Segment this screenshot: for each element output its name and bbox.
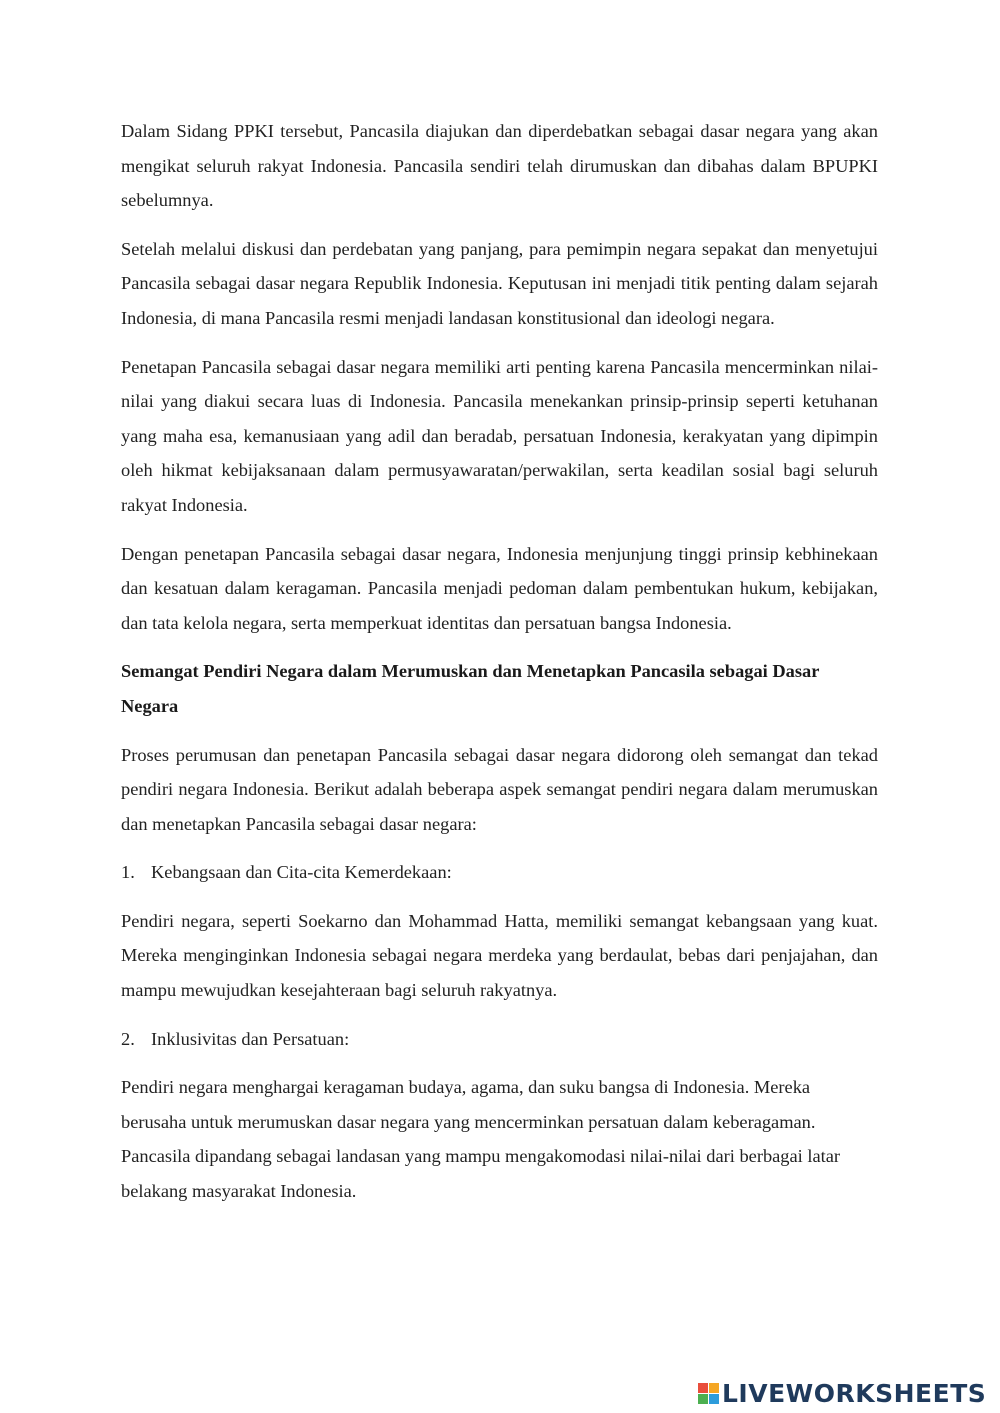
list-title: Kebangsaan dan Cita-cita Kemerdekaan: <box>151 862 452 883</box>
list-number: 1. <box>121 862 135 883</box>
list-item-2-body: Pendiri negara menghargai keragaman budaya, agama, dan suku bangsa di Indonesia. Mereka berusaha untuk merumuskan dasar negara yang mencerminkan persatuan dalam keberagaman. Pancasila dipandang sebagai landasan yang mampu mengakomodasi nilai-nilai dari berbagai latar belakang masyarakat Indonesia. <box>121 1077 841 1202</box>
logo-tile-red <box>698 1383 708 1393</box>
logo-text: LIVEWORKSHEETS <box>722 1378 987 1408</box>
list-item-2 <box>121 1022 878 1057</box>
liveworksheets-logo-icon <box>698 1383 719 1404</box>
section-intro: Proses perumusan dan penetapan Pancasila sebagai dasar negara didorong oleh semangat dan tekad pendiri negara Indonesia. Berikut adalah beberapa aspek semangat pendiri negara dalam merumuskan dan menetapkan Pancasila sebagai dasar negara: <box>121 744 878 834</box>
list-item-1-body: Pendiri negara, seperti Soekarno dan Mohammad Hatta, memiliki semangat kebangsaan yang kuat. Mereka menginginkan Indonesia sebagai negara merdeka yang berdaulat, bebas dari penjajahan, dan mampu mewujudkan kesejahteraan bagi seluruh rakyatnya. <box>121 910 878 1001</box>
logo-tile-orange <box>709 1383 719 1393</box>
list-item-1 <box>121 855 878 890</box>
logo-tile-green <box>698 1394 708 1404</box>
list-title: Inklusivitas dan Persatuan: <box>151 1028 350 1049</box>
document-body <box>121 114 878 1223</box>
paragraph-penetapan: Penetapan Pancasila sebagai dasar negara memiliki arti penting karena Pancasila mencerminkan nilai-nilai yang diakui secara luas di Indonesia. Pancasila menekankan prinsip-prinsip seperti ketuhanan yang maha esa, kemanusiaan yang adil dan beradab, persatuan Indonesia, kerakyatan yang dipimpin oleh hikmat kebijaksanaan dalam permusyawaratan/perwakilan, serta keadilan sosial bagi seluruh rakyat Indonesia. <box>121 356 878 515</box>
logo-tile-blue <box>709 1394 719 1404</box>
section-heading: Semangat Pendiri Negara dalam Merumuskan dan Menetapkan Pancasila sebagai Dasar Negara <box>121 661 820 716</box>
liveworksheets-logo <box>698 1378 986 1408</box>
paragraph-persetujuan: Setelah melalui diskusi dan perdebatan yang panjang, para pemimpin negara sepakat dan menyetujui Pancasila sebagai dasar negara Republik Indonesia. Keputusan ini menjadi titik penting dalam sejarah Indonesia, di mana Pancasila resmi menjadi landasan konstitusional dan ideologi negara. <box>121 238 878 328</box>
list-number: 2. <box>121 1028 135 1049</box>
paragraph-sidang-ppki: Dalam Sidang PPKI tersebut, Pancasila diajukan dan diperdebatkan sebagai dasar negara yang akan mengikat seluruh rakyat Indonesia. Pancasila sendiri telah dirumuskan dan dibahas dalam BPUPKI sebelumnya. <box>121 121 878 211</box>
paragraph-kebhinekaan: Dengan penetapan Pancasila sebagai dasar negara, Indonesia menjunjung tinggi prinsip kebhinekaan dan kesatuan dalam keragaman. Pancasila menjadi pedoman dalam pembentukan hukum, kebijakan, dan tata kelola negara, serta memperkuat identitas dan persatuan bangsa Indonesia. <box>121 543 878 633</box>
